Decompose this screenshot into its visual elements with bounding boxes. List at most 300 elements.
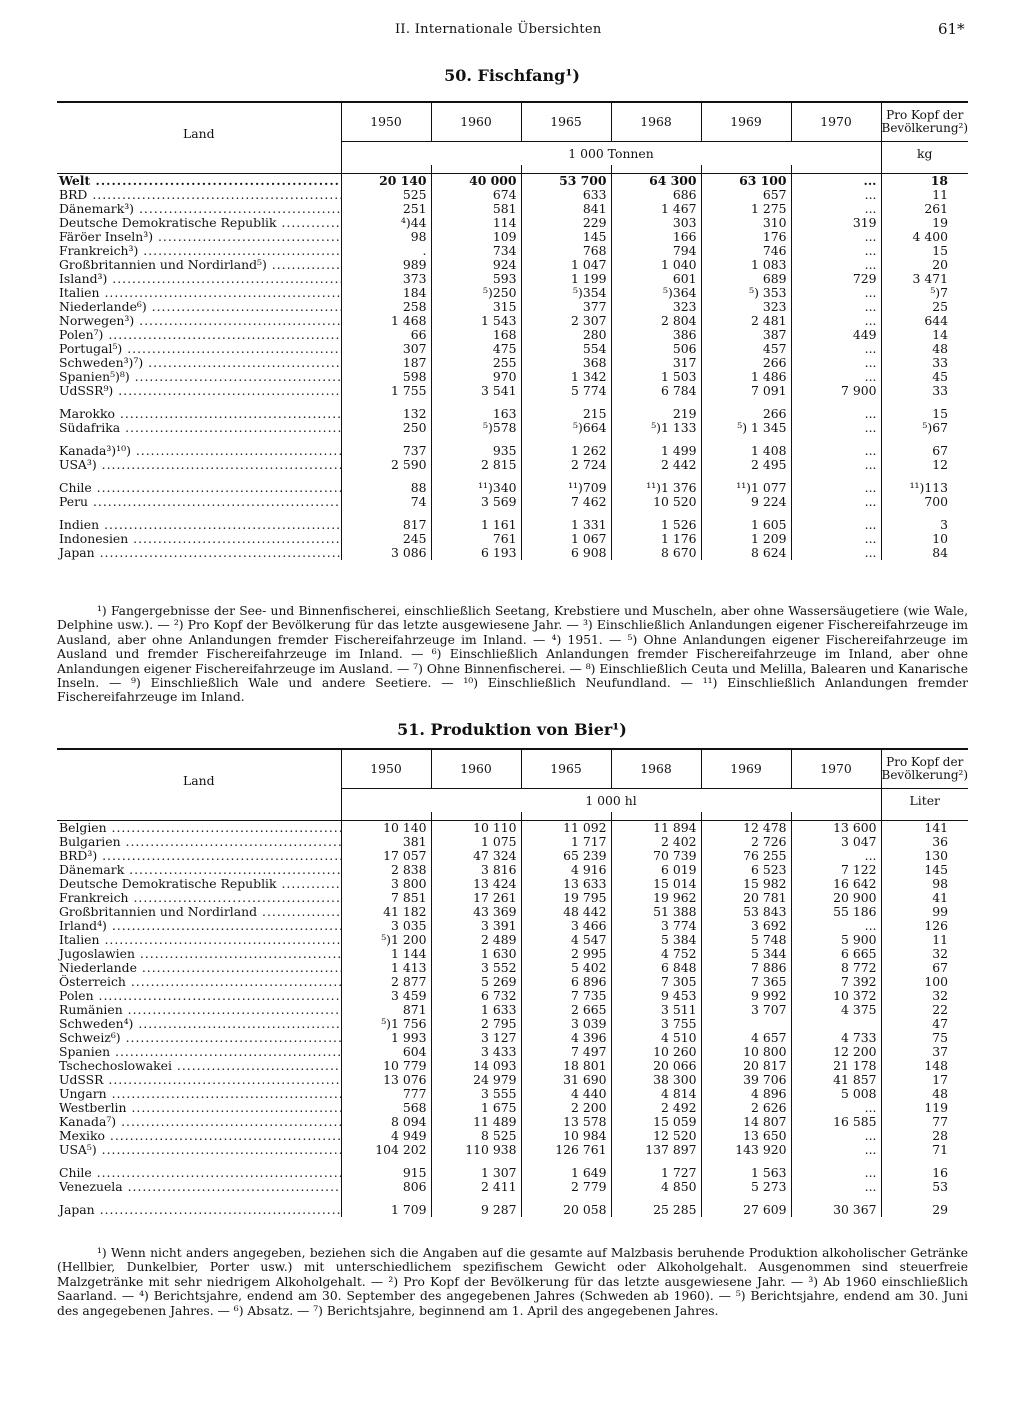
country-name: Indonesien ..... <box>59 532 341 546</box>
value-cell: 166 <box>611 230 701 244</box>
value-cell: 737 <box>341 444 431 458</box>
value-cell: 1 047 <box>521 258 611 272</box>
value-cell: 1 605 <box>701 518 791 532</box>
value-cell: 554 <box>521 342 611 356</box>
perkopf-cell: 47 <box>881 1017 968 1031</box>
value-cell: 2 495 <box>701 458 791 472</box>
value-cell: 137 897 <box>611 1143 701 1157</box>
value-cell: 935 <box>431 444 521 458</box>
country-name: Polen ..... <box>59 989 341 1003</box>
value-cell: 2 307 <box>521 314 611 328</box>
country-cell <box>57 1166 341 1180</box>
value-cell: 4 547 <box>521 933 611 947</box>
value-cell: 13 600 <box>791 821 881 836</box>
perkopf-cell: 41 <box>881 891 968 905</box>
value-cell: 64 300 <box>611 174 701 189</box>
value-cell: 4 733 <box>791 1031 881 1045</box>
value-cell: 593 <box>431 272 521 286</box>
value-cell: 1 040 <box>611 258 701 272</box>
perkopf-cell: 75 <box>881 1031 968 1045</box>
table-row <box>57 1017 968 1031</box>
table-row <box>57 975 968 989</box>
page-number: 61* <box>938 20 965 38</box>
value-cell: 315 <box>431 300 521 314</box>
value-cell: 1 199 <box>521 272 611 286</box>
country-name: Marokko ..... <box>59 407 341 421</box>
value-cell: 40 000 <box>431 174 521 189</box>
value-cell: 457 <box>701 342 791 356</box>
year-header: 1970 <box>791 749 881 789</box>
country-name: Belgien ..... <box>59 821 341 836</box>
perkopf-cell: 3 471 <box>881 272 968 286</box>
year-header: 1969 <box>701 102 791 142</box>
value-cell: 41 182 <box>341 905 431 919</box>
value-cell: 506 <box>611 342 701 356</box>
table-row <box>57 286 968 300</box>
value-cell: ... <box>791 1180 881 1194</box>
value-cell: 258 <box>341 300 431 314</box>
value-cell: 13 578 <box>521 1115 611 1129</box>
value-cell: 2 402 <box>611 835 701 849</box>
value-cell: 7 462 <box>521 495 611 509</box>
country-cell <box>57 1129 341 1143</box>
year-header: 1968 <box>611 102 701 142</box>
table-row <box>57 458 968 472</box>
value-cell: 27 609 <box>701 1203 791 1217</box>
value-cell: 31 690 <box>521 1073 611 1087</box>
country-name: UdSSR⁹) ..... <box>59 384 341 398</box>
value-cell: 132 <box>341 407 431 421</box>
table-row <box>57 356 968 370</box>
country-cell <box>57 1101 341 1115</box>
value-cell: 6 908 <box>521 546 611 560</box>
value-cell: 11 894 <box>611 821 701 836</box>
value-cell: 989 <box>341 258 431 272</box>
table50-footnotes <box>57 604 968 705</box>
country-cell <box>57 947 341 961</box>
country-cell <box>57 356 341 370</box>
country-cell <box>57 1045 341 1059</box>
country-cell <box>57 286 341 300</box>
perkopf-cell: 130 <box>881 849 968 863</box>
table-row <box>57 877 968 891</box>
value-cell: ⁵)1 756 <box>341 1017 431 1031</box>
table-row <box>57 328 968 342</box>
country-name: Dänemark³) ..... <box>59 202 341 216</box>
country-name: Niederlande⁶) ..... <box>59 300 341 314</box>
value-cell: 10 260 <box>611 1045 701 1059</box>
country-cell <box>57 1203 341 1217</box>
value-cell: 176 <box>701 230 791 244</box>
value-cell: 4 752 <box>611 947 701 961</box>
value-cell: 1 176 <box>611 532 701 546</box>
value-cell: 266 <box>701 356 791 370</box>
value-cell: 2 626 <box>701 1101 791 1115</box>
country-name: Chile ..... <box>59 1166 341 1180</box>
value-cell: 110 938 <box>431 1143 521 1157</box>
value-cell: 5 384 <box>611 933 701 947</box>
value-cell: 74 <box>341 495 431 509</box>
value-cell: 3 569 <box>431 495 521 509</box>
country-cell <box>57 342 341 356</box>
value-cell: 3 541 <box>431 384 521 398</box>
value-cell: 255 <box>431 356 521 370</box>
value-cell: 1 717 <box>521 835 611 849</box>
value-cell: 15 059 <box>611 1115 701 1129</box>
value-cell: 323 <box>611 300 701 314</box>
perkopf-cell: 15 <box>881 244 968 258</box>
table-row <box>57 1031 968 1045</box>
perkopf-cell: 100 <box>881 975 968 989</box>
value-cell: 1 342 <box>521 370 611 384</box>
table-row <box>57 1203 968 1217</box>
value-cell: ... <box>791 495 881 509</box>
value-cell: 65 239 <box>521 849 611 863</box>
country-cell <box>57 272 341 286</box>
value-cell: 13 650 <box>701 1129 791 1143</box>
perkopf-cell: 10 <box>881 532 968 546</box>
country-name: Peru ..... <box>59 495 341 509</box>
value-cell: 1 468 <box>341 314 431 328</box>
year-header: 1968 <box>611 749 701 789</box>
value-cell: 323 <box>701 300 791 314</box>
country-cell <box>57 518 341 532</box>
country-cell <box>57 1003 341 1017</box>
land-header: Land <box>57 749 341 812</box>
value-cell: ¹¹)1 376 <box>611 481 701 495</box>
country-cell <box>57 1031 341 1045</box>
country-name: USA³) ..... <box>59 458 341 472</box>
country-cell <box>57 1143 341 1157</box>
perkopf-cell: 148 <box>881 1059 968 1073</box>
value-cell: 76 255 <box>701 849 791 863</box>
value-cell: 53 700 <box>521 174 611 189</box>
value-cell: ⁵)1 133 <box>611 421 701 435</box>
value-cell: 7 851 <box>341 891 431 905</box>
value-cell: 1 262 <box>521 444 611 458</box>
perkopf-cell: 12 <box>881 458 968 472</box>
value-cell: 11 489 <box>431 1115 521 1129</box>
value-cell: 581 <box>431 202 521 216</box>
year-header: 1969 <box>701 749 791 789</box>
value-cell: 310 <box>701 216 791 230</box>
country-cell <box>57 216 341 230</box>
country-cell <box>57 835 341 849</box>
table-row <box>57 174 968 189</box>
value-cell: 1 331 <box>521 518 611 532</box>
value-cell: ⁵)578 <box>431 421 521 435</box>
country-cell <box>57 458 341 472</box>
value-cell: 15 014 <box>611 877 701 891</box>
value-cell: 2 726 <box>701 835 791 849</box>
value-cell: 4 949 <box>341 1129 431 1143</box>
table-row <box>57 202 968 216</box>
value-cell: 12 200 <box>791 1045 881 1059</box>
perkopf-cell: ¹¹)113 <box>881 481 968 495</box>
table-row <box>57 314 968 328</box>
table-row <box>57 230 968 244</box>
value-cell: 746 <box>701 244 791 258</box>
perkopf-unit: kg <box>881 142 968 166</box>
value-cell: 16 642 <box>791 877 881 891</box>
value-cell: ... <box>791 188 881 202</box>
country-cell <box>57 495 341 509</box>
country-name: Venezuela ..... <box>59 1180 341 1194</box>
value-cell: 368 <box>521 356 611 370</box>
perkopf-cell: 14 <box>881 328 968 342</box>
value-cell: 1 993 <box>341 1031 431 1045</box>
perkopf-cell: 141 <box>881 821 968 836</box>
perkopf-cell: 700 <box>881 495 968 509</box>
country-name: Südafrika ..... <box>59 421 341 435</box>
value-cell: ... <box>791 444 881 458</box>
value-cell: ... <box>791 518 881 532</box>
value-cell: 3 391 <box>431 919 521 933</box>
value-cell: ⁵) 1 345 <box>701 421 791 435</box>
value-cell: 7 091 <box>701 384 791 398</box>
country-cell <box>57 444 341 458</box>
value-cell: 2 200 <box>521 1101 611 1115</box>
value-cell: 163 <box>431 407 521 421</box>
year-header: 1965 <box>521 102 611 142</box>
perkopf-cell: 77 <box>881 1115 968 1129</box>
value-cell: ⁵)664 <box>521 421 611 435</box>
country-cell <box>57 1115 341 1129</box>
country-name: Rumänien ..... <box>59 1003 341 1017</box>
value-cell: ... <box>791 174 881 189</box>
country-name: Dänemark ..... <box>59 863 341 877</box>
country-name: Schweden³)⁷) ..... <box>59 356 341 370</box>
value-cell: 215 <box>521 407 611 421</box>
country-name: Polen⁷) ..... <box>59 328 341 342</box>
table-row <box>57 989 968 1003</box>
value-cell: 8 094 <box>341 1115 431 1129</box>
value-cell: ¹¹)340 <box>431 481 521 495</box>
value-cell: ... <box>791 407 881 421</box>
value-cell: 387 <box>701 328 791 342</box>
value-cell: 5 748 <box>701 933 791 947</box>
value-cell: 12 520 <box>611 1129 701 1143</box>
value-cell: 7 305 <box>611 975 701 989</box>
value-cell: 6 848 <box>611 961 701 975</box>
value-cell: 2 665 <box>521 1003 611 1017</box>
value-cell: 1 503 <box>611 370 701 384</box>
country-cell <box>57 1087 341 1101</box>
value-cell: 768 <box>521 244 611 258</box>
country-cell <box>57 905 341 919</box>
table-row <box>57 272 968 286</box>
value-cell: 598 <box>341 370 431 384</box>
value-cell: 19 795 <box>521 891 611 905</box>
perkopf-header: Pro Kopf der Bevölkerung²) <box>881 749 968 789</box>
value-cell: 2 724 <box>521 458 611 472</box>
value-cell: 1 649 <box>521 1166 611 1180</box>
value-cell: 187 <box>341 356 431 370</box>
table-row <box>57 546 968 560</box>
value-cell: 657 <box>701 188 791 202</box>
value-cell: 3 511 <box>611 1003 701 1017</box>
table-row <box>57 421 968 435</box>
value-cell: 3 755 <box>611 1017 701 1031</box>
value-cell: ... <box>791 286 881 300</box>
value-cell: 9 287 <box>431 1203 521 1217</box>
value-cell: 5 269 <box>431 975 521 989</box>
table-row <box>57 1003 968 1017</box>
country-cell <box>57 174 341 189</box>
value-cell: 3 039 <box>521 1017 611 1031</box>
country-name: Färöer Inseln³) ..... <box>59 230 341 244</box>
table51-footnotes <box>57 1246 968 1318</box>
country-cell <box>57 1059 341 1073</box>
value-cell: ... <box>791 1143 881 1157</box>
value-cell: 761 <box>431 532 521 546</box>
value-cell: 2 995 <box>521 947 611 961</box>
country-name: Österreich ..... <box>59 975 341 989</box>
country-cell <box>57 961 341 975</box>
year-header: 1960 <box>431 102 521 142</box>
value-cell: 1 408 <box>701 444 791 458</box>
value-cell: ... <box>791 1101 881 1115</box>
value-cell: 3 127 <box>431 1031 521 1045</box>
value-cell: 1 526 <box>611 518 701 532</box>
value-cell: 1 275 <box>701 202 791 216</box>
country-name: BRD ..... <box>59 188 341 202</box>
value-cell: 674 <box>431 188 521 202</box>
value-cell: 8 525 <box>431 1129 521 1143</box>
perkopf-cell: 4 400 <box>881 230 968 244</box>
value-cell: 219 <box>611 407 701 421</box>
value-cell: 1 075 <box>431 835 521 849</box>
value-cell: 41 857 <box>791 1073 881 1087</box>
value-cell: 1 499 <box>611 444 701 458</box>
value-cell: 4 510 <box>611 1031 701 1045</box>
country-name: Spanien ..... <box>59 1045 341 1059</box>
table-row <box>57 1115 968 1129</box>
value-cell: 11 092 <box>521 821 611 836</box>
value-cell: 3 707 <box>701 1003 791 1017</box>
value-cell: 24 979 <box>431 1073 521 1087</box>
value-cell: ... <box>791 202 881 216</box>
perkopf-header: Pro Kopf der Bevölkerung²) <box>881 102 968 142</box>
table-row <box>57 1180 968 1194</box>
perkopf-cell: 28 <box>881 1129 968 1143</box>
country-name: Indien ..... <box>59 518 341 532</box>
table-row <box>57 1059 968 1073</box>
value-cell: 10 372 <box>791 989 881 1003</box>
value-cell: 18 801 <box>521 1059 611 1073</box>
country-name: Großbritannien und Nordirland ..... <box>59 905 341 919</box>
table-row <box>57 444 968 458</box>
value-cell: 266 <box>701 407 791 421</box>
value-cell: 373 <box>341 272 431 286</box>
value-cell: 2 411 <box>431 1180 521 1194</box>
value-cell: 7 497 <box>521 1045 611 1059</box>
perkopf-cell: 145 <box>881 863 968 877</box>
perkopf-cell: 261 <box>881 202 968 216</box>
country-cell <box>57 863 341 877</box>
year-header: 1970 <box>791 102 881 142</box>
perkopf-cell: 3 <box>881 518 968 532</box>
perkopf-cell: 19 <box>881 216 968 230</box>
value-cell: 114 <box>431 216 521 230</box>
country-name: Kanada³)¹⁰) ..... <box>59 444 341 458</box>
country-name: UdSSR ..... <box>59 1073 341 1087</box>
country-name: Schweden⁴) ..... <box>59 1017 341 1031</box>
value-cell: 970 <box>431 370 521 384</box>
value-cell: 5 008 <box>791 1087 881 1101</box>
value-cell: 633 <box>521 188 611 202</box>
country-name: Japan ..... <box>59 546 341 560</box>
footnote-text: ¹) Fangergebnisse der See- und Binnenfischerei, einschließlich Seetang, Krebstiere und Muscheln, aber ohne Wassersäugetiere (wie Wale, Delphine usw.). — ²) Pro Kopf der Bevölkerung für das letzte ausgewiesene Jahr. — ³) Einschließlich Anlandungen eigener Fischereifahrzeuge im Ausland, aber ohne Anlandungen fremder Fischereifahrzeuge im Inland. — ⁴) 1951. — ⁵) Ohne Anlandungen eigener Fischereifahrzeuge im Ausland und fremder Fischereifahrzeuge im Inland. — ⁶) Einschließlich Anlandungen fremder Fischereifahrzeuge im Inland, aber ohne Anlandungen eigener Fischereifahrzeuge im Ausland. — ⁷) Ohne Binnenfischerei. — ⁸) Einschließlich Ceuta und Melilla, Balearen und Kanarische Inseln. — ⁹) Einschließlich Wale und andere Seetiere. — ¹⁰) Einschließlich Neufundland. — ¹¹) Einschließlich Anlandungen fremder Fischereifahrzeuge im Inland. <box>57 604 968 705</box>
value-cell: 126 761 <box>521 1143 611 1157</box>
table-row <box>57 407 968 421</box>
value-cell: 3 047 <box>791 835 881 849</box>
country-cell <box>57 821 341 836</box>
value-cell: 386 <box>611 328 701 342</box>
value-cell: 21 178 <box>791 1059 881 1073</box>
value-cell: 250 <box>341 421 431 435</box>
value-cell: 12 478 <box>701 821 791 836</box>
perkopf-cell: ⁵)67 <box>881 421 968 435</box>
value-cell: 245 <box>341 532 431 546</box>
value-cell: 3 692 <box>701 919 791 933</box>
country-cell <box>57 546 341 560</box>
country-cell <box>57 1073 341 1087</box>
table-row <box>57 1166 968 1180</box>
perkopf-cell: 15 <box>881 407 968 421</box>
value-cell: 525 <box>341 188 431 202</box>
value-cell: ... <box>791 1129 881 1143</box>
value-cell: 1 161 <box>431 518 521 532</box>
value-cell: 51 388 <box>611 905 701 919</box>
country-cell <box>57 244 341 258</box>
value-cell: 143 920 <box>701 1143 791 1157</box>
country-cell <box>57 314 341 328</box>
value-cell: 1 563 <box>701 1166 791 1180</box>
value-cell: 7 392 <box>791 975 881 989</box>
country-name: Spanien⁵)⁸) ..... <box>59 370 341 384</box>
table-row <box>57 835 968 849</box>
value-cell: 4 375 <box>791 1003 881 1017</box>
country-name: Kanada⁷) ..... <box>59 1115 341 1129</box>
value-cell: 377 <box>521 300 611 314</box>
value-cell: ⁵)364 <box>611 286 701 300</box>
value-cell: 924 <box>431 258 521 272</box>
value-cell: 16 585 <box>791 1115 881 1129</box>
value-cell: 7 122 <box>791 863 881 877</box>
perkopf-cell: 67 <box>881 444 968 458</box>
value-cell: 4 814 <box>611 1087 701 1101</box>
table-row <box>57 244 968 258</box>
value-cell: 806 <box>341 1180 431 1194</box>
value-cell: 20 817 <box>701 1059 791 1073</box>
value-cell: 686 <box>611 188 701 202</box>
perkopf-cell: 99 <box>881 905 968 919</box>
perkopf-cell: 48 <box>881 1087 968 1101</box>
value-cell: 3 433 <box>431 1045 521 1059</box>
table-row <box>57 518 968 532</box>
country-name: Welt ..... <box>59 174 341 189</box>
country-name: Deutsche Demokratische Republik ..... <box>59 877 341 891</box>
perkopf-cell: 29 <box>881 1203 968 1217</box>
country-name: Mexiko ..... <box>59 1129 341 1143</box>
perkopf-cell: 36 <box>881 835 968 849</box>
value-cell: 7 900 <box>791 384 881 398</box>
country-cell <box>57 202 341 216</box>
perkopf-cell: 11 <box>881 933 968 947</box>
value-cell: 6 784 <box>611 384 701 398</box>
value-cell: 168 <box>431 328 521 342</box>
